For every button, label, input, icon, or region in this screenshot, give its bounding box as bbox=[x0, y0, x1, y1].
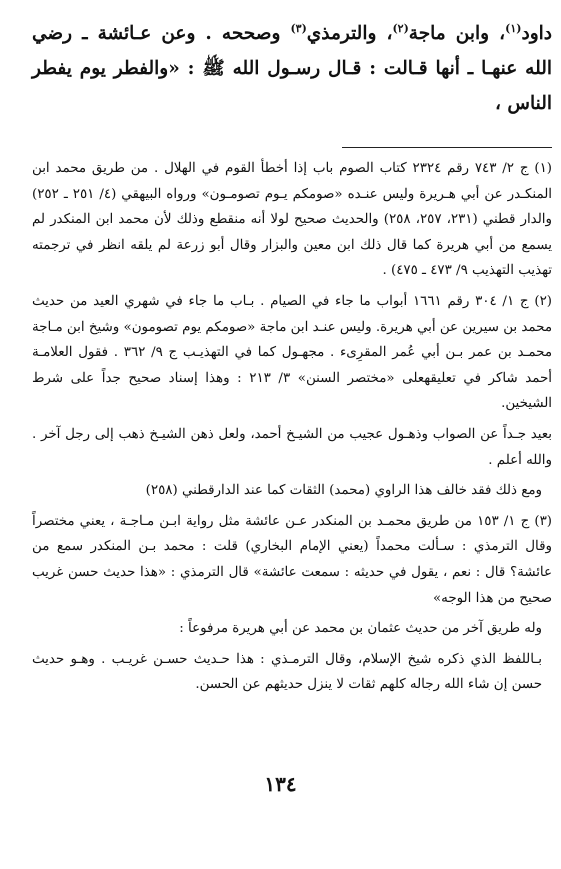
footnote-ref-1: (١) bbox=[505, 21, 522, 35]
footnote-separator bbox=[342, 147, 552, 148]
footnote-ref-3: (٣) bbox=[290, 21, 307, 35]
footnote-3: (٣) ج ١/ ١٥٣ من طريق محمـد بن المنكدر عـن عائشة مثل رواية ابـن مـاجـة ، يعني مختصراً وقال الترمذي : سـألت محمداً (يعني الإمام البخاري) قلت : محمد بـن المنكدر سمع من عائشة؟ قال : نعم ، يقول في حديثه : سمعت عائشة» قال الترمذي : «هذا حديث حسن غريب صحيح من هذا الوجه» bbox=[32, 513, 552, 606]
footnote-ref-2: (٢) bbox=[392, 21, 409, 35]
footnote-3-other-route: وله طريق آخر من حديث عثمان بن محمد عن أبي هريرة مرفوعاً : bbox=[179, 621, 542, 637]
footnote-1: (١) ج ٢/ ٧٤٣ رقم ٢٣٢٤ كتاب الصوم باب إذا أخطأ القوم في الهلال . من طريق محمد ابن المنكـدر عن أبي هـريرة وليس عنـده «صومكم يـوم تصومـون» ورواه البيهقي (٤/ ٢٥١ ـ ٢٥٢) والدار قطني (٢٣١، ٢٥٧، ٢٥٨) والحديث صحيح لولا أنه منقطع وذلك لأن محمد ابن المنكدر لم يسمع من أبي هريرة كما قال ذلك ابن معين والبزار وقال أبو زرعة لم يلقه انظر في ترجمته تهذيب التهذيب ٩/ ٤٧٣ ـ ٤٧٥) . bbox=[32, 161, 552, 279]
footnote-3-conclusion: بـاللفظ الذي ذكره شيخ الإسلام، وقال الترمـذي : هذا حـديث حسـن غريـب . وهـو حديث حسن إن شاء الله رجاله كلهم ثقات لا ينزل حديثهم عن الحسن. bbox=[32, 651, 542, 693]
main-text-part4: وصححه . وعن عـائشة ـ رضي الله عنهـا ـ أنها قـالت : قـال رسـول الله ﷺ : «والفطر يوم يفطر الناس ، bbox=[32, 23, 552, 114]
page-number: ١٣٤ bbox=[264, 772, 297, 796]
book-page bbox=[32, 16, 552, 866]
footnotes bbox=[32, 156, 552, 698]
main-text-part2: ، وابن ماجة bbox=[408, 23, 506, 44]
main-text-part1: داود bbox=[521, 23, 553, 44]
main-text-part3: ، والترمذي bbox=[306, 23, 393, 44]
footnote-2: (٢) ج ١/ ٣٠٤ رقم ١٦٦١ أبواب ما جاء في الصيام . بـاب ما جاء في شهري العيد من حديث محمد بن سيرين عن أبي هريرة. وليس عنـد ابن ماجة «صومكم يوم تصومون» وشيخ ابن مـاجة محمـد بن عمر بـن أبي عُمر المقرِىء . مجهـول كما في التهذيـب ج ٩/ ٣٦٢ . فقول العلامـة أحمد شاكر في تعليقهعلى «مختصر السنن» ٣/ ٢١٣ : وهذا إسناد صحيح جداً على شرط الشيخين. bbox=[32, 293, 552, 412]
footnote-2-note: ومع ذلك فقد خالف هذا الراوي (محمد) الثقات كما عند الدارقطني (٢٥٨) bbox=[145, 483, 542, 499]
main-text bbox=[32, 16, 552, 121]
footnote-2-continuation: بعيد جـداً عن الصواب وذهـول عجيب من الشيـخ أحمد، ولعل ذهن الشيـخ ذهب إلى رجل آخر . والله أعلم . bbox=[32, 426, 552, 468]
